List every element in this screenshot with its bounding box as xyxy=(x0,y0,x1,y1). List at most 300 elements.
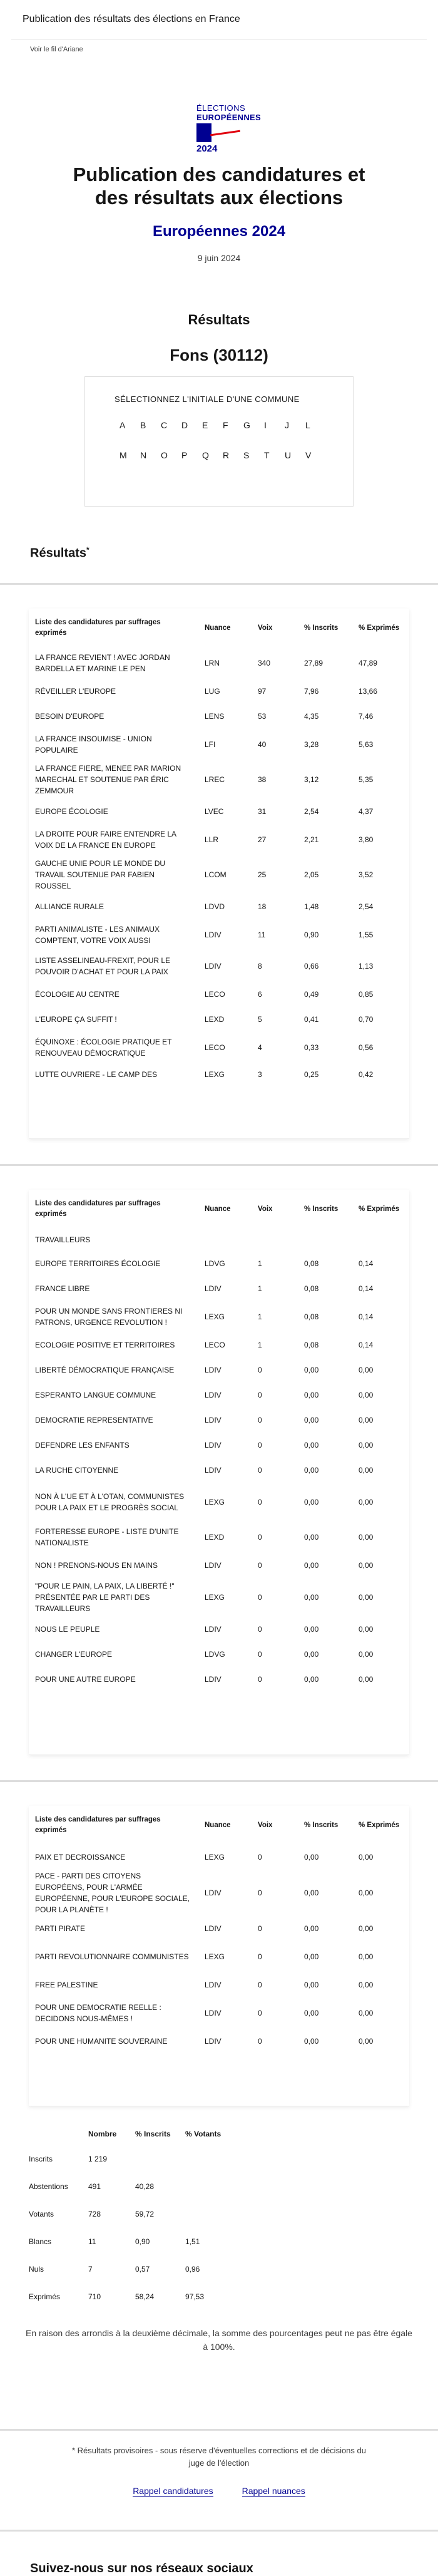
stats-row xyxy=(29,2145,235,2173)
social-heading: Suivez-nous sur nos réseaux sociaux xyxy=(30,2562,253,2575)
cell-nuance: LDIV xyxy=(205,1561,222,1570)
stats-cell xyxy=(185,2173,235,2200)
cell-exprimes: 3,80 xyxy=(359,835,374,844)
cell-inscrits: 4,35 xyxy=(304,712,319,721)
table-row xyxy=(29,894,409,919)
table-row xyxy=(29,1522,409,1553)
table-row xyxy=(29,1972,409,1997)
cell-inscrits: 0,49 xyxy=(304,990,319,999)
cell-inscrits: 0,90 xyxy=(304,930,319,939)
cell-inscrits: 0,00 xyxy=(304,1366,319,1374)
cell-nuance: LDIV xyxy=(205,962,222,971)
letter-link-b[interactable]: B xyxy=(140,420,146,430)
cell-exprimes: 2,54 xyxy=(359,902,374,911)
cell-name: NON ! PRENONS-NOUS EN MAINS xyxy=(35,1561,158,1570)
cell-exprimes: 47,89 xyxy=(359,659,378,667)
divider xyxy=(0,2530,438,2532)
stats-cell: Exprimés xyxy=(29,2292,61,2301)
table-row xyxy=(29,1063,409,1086)
cell-nuance: LDIV xyxy=(205,2009,222,2017)
stats-cell: Votants xyxy=(29,2210,54,2218)
table-row xyxy=(29,1358,409,1383)
table-row xyxy=(29,1229,409,1251)
results-section-title: Résultats* xyxy=(30,545,89,560)
cell-nuance: LRN xyxy=(205,659,220,667)
stats-cell: 491 xyxy=(88,2182,101,2191)
table-row xyxy=(29,1667,409,1692)
col-header-inscrits: % Inscrits xyxy=(304,1205,339,1213)
cell-voix: 3 xyxy=(258,1070,262,1079)
cell-exprimes: 0,00 xyxy=(359,1391,374,1399)
cell-exprimes: 0,00 xyxy=(359,1416,374,1425)
letter-link-e[interactable]: E xyxy=(202,420,208,430)
cell-exprimes: 0,00 xyxy=(359,1952,374,1961)
table-row xyxy=(29,1483,409,1522)
letter-link-c[interactable]: C xyxy=(161,420,168,430)
rappel-nuances-link[interactable]: Rappel nuances xyxy=(242,2486,305,2496)
letter-link-a[interactable]: A xyxy=(120,420,126,430)
cell-name: LA FRANCE INSOUMISE - UNION POPULAIRE xyxy=(35,734,152,755)
col-header-voix: Voix xyxy=(258,1205,273,1213)
table-row xyxy=(29,1870,409,1916)
cell-voix xyxy=(252,1229,298,1251)
footer-links xyxy=(0,2486,438,2497)
cell-nuance: LEXG xyxy=(205,1498,225,1507)
cell-name: POUR UNE HUMANITE SOUVERAINE xyxy=(35,2037,168,2046)
cell-nuance: LDIV xyxy=(205,1924,222,1933)
cell-inscrits: 3,28 xyxy=(304,740,319,749)
stats-row xyxy=(29,2283,235,2311)
cell-voix: 0 xyxy=(258,1625,262,1634)
cell-inscrits: 27,89 xyxy=(304,659,323,667)
cell-nuance: LLR xyxy=(205,835,219,844)
cell-exprimes: 0,00 xyxy=(359,1441,374,1450)
cell-voix: 0 xyxy=(258,1593,262,1602)
stats-cell: 0,57 xyxy=(135,2265,150,2274)
cell-inscrits: 0,00 xyxy=(304,2037,319,2046)
cell-nuance: LEXD xyxy=(205,1015,225,1024)
cell-inscrits: 2,05 xyxy=(304,870,319,879)
cell-nuance: LEXG xyxy=(205,1952,225,1961)
cell-inscrits: 3,12 xyxy=(304,775,319,784)
cell-nuance: LDIV xyxy=(205,1416,222,1425)
letter-link-d[interactable]: D xyxy=(181,420,188,430)
cell-voix: 0 xyxy=(258,1466,262,1475)
results-table-2 xyxy=(29,1190,409,1755)
cell-inscrits: 0,00 xyxy=(304,1533,319,1542)
letter-link-s[interactable]: S xyxy=(243,450,250,460)
col-header-inscrits: % Inscrits xyxy=(304,1821,339,1829)
cell-nuance: LEXG xyxy=(205,1312,225,1321)
cell-name: PARTI ANIMALISTE - LES ANIMAUX COMPTENT, VOTRE VOIX AUSSI xyxy=(35,925,160,945)
col-header-exprimes: % Exprimés xyxy=(359,1821,400,1829)
cell-nuance: LVEC xyxy=(205,807,224,816)
cell-nuance: LDIV xyxy=(205,1366,222,1374)
stats-cell: 97,53 xyxy=(185,2292,205,2301)
cell-nuance: LDIV xyxy=(205,1466,222,1475)
cell-name: PAIX ET DECROISSANCE xyxy=(35,1853,126,1862)
cell-inscrits: 0,08 xyxy=(304,1312,319,1321)
top-bar xyxy=(0,0,438,39)
divider xyxy=(0,1164,438,1166)
cell-voix: 97 xyxy=(258,687,267,696)
cell-inscrits: 0,00 xyxy=(304,1498,319,1507)
cell-voix: 0 xyxy=(258,1416,262,1425)
stats-cell: Inscrits xyxy=(29,2155,53,2163)
stats-cell: Blancs xyxy=(29,2237,52,2246)
cell-nuance: LDIV xyxy=(205,1391,222,1399)
election-name: Européennes 2024 xyxy=(152,223,286,240)
table-row xyxy=(29,1845,409,1870)
cell-exprimes: 0,00 xyxy=(359,1924,374,1933)
cell-exprimes: 0,00 xyxy=(359,1888,374,1897)
cell-name: "POUR LE PAIN, LA PAIX, LA LIBERTÉ !" PRÉSENTÉE PAR LE PARTI DES TRAVAILLEURS xyxy=(35,1582,175,1613)
cell-exprimes: 0,00 xyxy=(359,1533,374,1542)
cell-nuance: LDIV xyxy=(205,930,222,939)
results-table-3 xyxy=(29,1806,409,2106)
table-row xyxy=(29,982,409,1007)
cell-exprimes: 0,00 xyxy=(359,2009,374,2017)
letter-link-u[interactable]: U xyxy=(285,450,292,460)
cell-inscrits: 0,41 xyxy=(304,1015,319,1024)
table-row xyxy=(29,1332,409,1358)
table-row xyxy=(29,647,409,679)
letters-row-1 xyxy=(107,420,342,430)
participation-table xyxy=(29,2123,409,2311)
cell-name: PACE - PARTI DES CITOYENS EUROPÉENS, POUR L'ARMÉE EUROPÉENNE, POUR L'EUROPE SOCIALE, POUR LA PLANÈTE ! xyxy=(35,1872,190,1914)
cell-name: POUR UN MONDE SANS FRONTIERES NI PATRONS, URGENCE REVOLUTION ! xyxy=(35,1307,183,1327)
table-row xyxy=(29,1007,409,1032)
cell-name: DEFENDRE LES ENFANTS xyxy=(35,1441,130,1450)
stats-cell: 11 xyxy=(88,2237,96,2246)
results-table-1 xyxy=(29,609,409,1139)
site-title[interactable]: Publication des résultats des élections en France xyxy=(23,14,240,24)
table-row xyxy=(29,1301,409,1332)
cell-inscrits: 0,25 xyxy=(304,1070,319,1079)
cell-voix: 0 xyxy=(258,2009,262,2017)
cell-inscrits: 0,33 xyxy=(304,1043,319,1052)
cell-exprimes: 0,00 xyxy=(359,1466,374,1475)
cell-exprimes: 3,52 xyxy=(359,870,374,879)
cell-voix: 0 xyxy=(258,1650,262,1659)
letter-selector xyxy=(84,376,354,507)
stats-cell: 0,96 xyxy=(185,2265,200,2274)
table-row xyxy=(29,951,409,982)
cell-name: ECOLOGIE POSITIVE ET TERRITOIRES xyxy=(35,1341,175,1349)
table-row xyxy=(29,1383,409,1408)
col-header-list: Liste des candidatures par suffrages exprimés xyxy=(35,1816,161,1834)
cell-exprimes: 0,85 xyxy=(359,990,374,999)
table-row xyxy=(29,1997,409,2029)
stats-cell: Nuls xyxy=(29,2265,44,2274)
cell-nuance: LECO xyxy=(205,1341,225,1349)
stats-col-header xyxy=(29,2123,88,2145)
cell-inscrits: 0,00 xyxy=(304,1593,319,1602)
cell-name: BESOIN D'EUROPE xyxy=(35,712,104,721)
cell-name: ÉQUINOXE : ÉCOLOGIE PRATIQUE ET RENOUVEAU DÉMOCRATIQUE xyxy=(35,1038,172,1058)
cell-nuance: LEXG xyxy=(205,1853,225,1862)
cell-voix: 340 xyxy=(258,659,271,667)
cell-exprimes: 7,46 xyxy=(359,712,374,721)
cell-voix: 0 xyxy=(258,1675,262,1684)
commune-name: Fons (30112) xyxy=(170,346,268,364)
cell-voix: 0 xyxy=(258,1533,262,1542)
cell-exprimes: 1,55 xyxy=(359,930,374,939)
cell-nuance: LDIV xyxy=(205,1981,222,1989)
cell-voix: 0 xyxy=(258,1853,262,1862)
cell-voix: 31 xyxy=(258,807,267,816)
cell-nuance: LECO xyxy=(205,1043,225,1052)
cell-exprimes: 5,35 xyxy=(359,775,374,784)
cell-nuance: LCOM xyxy=(205,870,227,879)
cell-nuance: LDVG xyxy=(205,1259,225,1268)
rappel-candidatures-link[interactable]: Rappel candidatures xyxy=(133,2486,213,2496)
cell-name: EUROPE ÉCOLOGIE xyxy=(35,807,108,816)
cell-name: LA DROITE POUR FAIRE ENTENDRE LA VOIX DE LA FRANCE EN EUROPE xyxy=(35,830,176,850)
cell-nuance: LDIV xyxy=(205,1284,222,1293)
cell-inscrits: 2,21 xyxy=(304,835,319,844)
table-row xyxy=(29,1276,409,1301)
cell-inscrits: 0,00 xyxy=(304,1650,319,1659)
stats-cell: 7 xyxy=(88,2265,93,2274)
cell-nuance: LENS xyxy=(205,712,225,721)
letters-row-2 xyxy=(107,450,342,460)
table-row xyxy=(29,1642,409,1667)
letter-link-o[interactable]: O xyxy=(161,450,168,460)
cell-voix: 1 xyxy=(258,1259,262,1268)
cell-inscrits: 0,00 xyxy=(304,1391,319,1399)
cell-name: RÉVEILLER L'EUROPE xyxy=(35,687,116,696)
cell-nuance xyxy=(198,1229,252,1251)
cell-name: NON À L'UE ET À L'OTAN, COMMUNISTES POUR LA PAIX ET LE PROGRÈS SOCIAL xyxy=(35,1492,185,1512)
cell-inscrits: 0,00 xyxy=(304,1625,319,1634)
cell-name: CHANGER L'EUROPE xyxy=(35,1650,112,1659)
cell-exprimes: 13,66 xyxy=(359,687,378,696)
stats-col-header: Nombre xyxy=(88,2130,117,2138)
cell-exprimes: 0,14 xyxy=(359,1259,374,1268)
cell-name: LUTTE OUVRIERE - LE CAMP DES xyxy=(35,1070,158,1079)
stats-cell: 58,24 xyxy=(135,2292,155,2301)
provisional-footnote: * Résultats provisoires - sous réserve d'éventuelles corrections et de décisions du juge de l'élection xyxy=(72,2446,366,2468)
cell-name: POUR UNE AUTRE EUROPE xyxy=(35,1675,136,1684)
cell-voix: 0 xyxy=(258,1441,262,1450)
cell-inscrits xyxy=(298,1229,352,1251)
stats-row xyxy=(29,2200,235,2228)
cell-exprimes: 0,00 xyxy=(359,1853,374,1862)
cell-exprimes: 0,00 xyxy=(359,1675,374,1684)
cell-name: ESPERANTO LANGUE COMMUNE xyxy=(35,1391,156,1399)
cell-name: EUROPE TERRITOIRES ÉCOLOGIE xyxy=(35,1259,161,1268)
stats-col-header: % Inscrits xyxy=(135,2130,171,2138)
cell-nuance: LFI xyxy=(205,740,216,749)
stats-cell xyxy=(185,2200,235,2228)
cell-name: L'EUROPE ÇA SUFFIT ! xyxy=(35,1015,117,1024)
table-row xyxy=(29,919,409,951)
table-row xyxy=(29,799,409,824)
col-header-nuance: Nuance xyxy=(205,624,231,632)
letter-link-p[interactable]: P xyxy=(181,450,188,460)
cell-voix: 27 xyxy=(258,835,267,844)
divider xyxy=(0,2429,438,2431)
stats-cell: 59,72 xyxy=(135,2210,155,2218)
table-row xyxy=(29,1433,409,1458)
cell-voix: 1 xyxy=(258,1284,262,1293)
cell-nuance: LDIV xyxy=(205,1888,222,1897)
cell-inscrits: 0,00 xyxy=(304,1466,319,1475)
cell-exprimes: 0,14 xyxy=(359,1341,374,1349)
table-row xyxy=(29,1941,409,1972)
logo-year: 2024 xyxy=(196,143,218,154)
table-row xyxy=(29,1032,409,1063)
cell-nuance: LDVG xyxy=(205,1650,225,1659)
cell-voix: 38 xyxy=(258,775,267,784)
letter-link-r[interactable]: R xyxy=(223,450,230,460)
cell-voix: 53 xyxy=(258,712,267,721)
cell-inscrits: 2,54 xyxy=(304,807,319,816)
stats-cell xyxy=(135,2145,185,2173)
letter-link-f[interactable]: F xyxy=(223,420,228,430)
letter-link-m[interactable]: M xyxy=(120,450,127,460)
col-header-voix: Voix xyxy=(258,624,273,632)
cell-voix: 0 xyxy=(258,1561,262,1570)
divider xyxy=(0,1780,438,1782)
cell-voix: 25 xyxy=(258,870,267,879)
cell-inscrits: 0,00 xyxy=(304,1675,319,1684)
breadcrumb[interactable]: Voir le fil d'Ariane xyxy=(30,46,83,53)
cell-exprimes: 0,70 xyxy=(359,1015,374,1024)
cell-voix: 0 xyxy=(258,1952,262,1961)
table-row xyxy=(29,679,409,704)
cell-inscrits: 0,00 xyxy=(304,1853,319,1862)
cell-exprimes: 1,13 xyxy=(359,962,374,971)
table-row xyxy=(29,760,409,799)
cell-nuance: LDIV xyxy=(205,2037,222,2046)
cell-inscrits: 0,08 xyxy=(304,1284,319,1293)
page-title: Publication des candidatures et des résultats aux élections xyxy=(73,163,365,209)
cell-inscrits: 0,08 xyxy=(304,1341,319,1349)
cell-nuance: LEXG xyxy=(205,1593,225,1602)
cell-exprimes: 0,42 xyxy=(359,1070,374,1079)
results-heading: Résultats xyxy=(188,312,250,327)
cell-inscrits: 0,00 xyxy=(304,1561,319,1570)
cell-name: FORTERESSE EUROPE - LISTE D'UNITE NATIONALISTE xyxy=(35,1527,179,1547)
letter-link-n[interactable]: N xyxy=(140,450,147,460)
stats-cell: 710 xyxy=(88,2292,101,2301)
cell-exprimes: 0,14 xyxy=(359,1284,374,1293)
cell-name: LA FRANCE REVIENT ! AVEC JORDAN BARDELLA ET MARINE LE PEN xyxy=(35,653,170,673)
cell-exprimes: 0,00 xyxy=(359,1561,374,1570)
cell-name: ALLIANCE RURALE xyxy=(35,902,104,911)
cell-voix: 18 xyxy=(258,902,267,911)
cell-exprimes xyxy=(352,1229,409,1251)
cell-inscrits: 0,00 xyxy=(304,1952,319,1961)
rounding-note: En raison des arrondis à la deuxième décimale, la somme des pourcentages peut ne pas être égale à 100%. xyxy=(26,2328,412,2352)
letter-selector-label: SÉLECTIONNEZ L'INITIALE D'UNE COMMUNE xyxy=(115,394,300,404)
letter-link-g[interactable]: G xyxy=(243,420,250,430)
cell-nuance: LUG xyxy=(205,687,220,696)
table-row xyxy=(29,1251,409,1276)
cell-name: LISTE ASSELINEAU-FREXIT, POUR LE POUVOIR D'ACHAT ET POUR LA PAIX xyxy=(35,956,171,976)
stats-cell: 728 xyxy=(88,2210,101,2218)
cell-name: FREE PALESTINE xyxy=(35,1981,98,1989)
stats-cell: 1 219 xyxy=(88,2155,108,2163)
cell-name: LA FRANCE FIERE, MENEE PAR MARION MARECHAL ET SOUTENUE PAR ÉRIC ZEMMOUR xyxy=(35,764,181,795)
cell-inscrits: 0,00 xyxy=(304,1416,319,1425)
cell-voix: 0 xyxy=(258,2037,262,2046)
cell-name: NOUS LE PEUPLE xyxy=(35,1625,100,1634)
cell-exprimes: 0,00 xyxy=(359,1650,374,1659)
cell-name: POUR UNE DEMOCRATIE REELLE : DECIDONS NOUS-MÊMES ! xyxy=(35,2003,161,2023)
cell-name: PARTI PIRATE xyxy=(35,1924,86,1933)
stats-row xyxy=(29,2173,235,2200)
cell-voix: 1 xyxy=(258,1312,262,1321)
table-row xyxy=(29,855,409,894)
col-header-nuance: Nuance xyxy=(205,1821,231,1829)
table-row xyxy=(29,1916,409,1941)
stats-cell: Abstentions xyxy=(29,2182,68,2191)
election-logo xyxy=(0,103,438,157)
cell-voix: 6 xyxy=(258,990,262,999)
cell-nuance: LEXD xyxy=(205,1533,225,1542)
stats-cell: 0,90 xyxy=(135,2237,150,2246)
col-header-exprimes: % Exprimés xyxy=(359,1205,400,1213)
logo-line-1: ÉLECTIONS xyxy=(196,103,246,113)
cell-inscrits: 0,00 xyxy=(304,1981,319,1989)
cell-voix: 11 xyxy=(258,930,266,939)
cell-exprimes: 0,00 xyxy=(359,2037,374,2046)
table-row xyxy=(29,729,409,760)
table-row xyxy=(29,1553,409,1578)
cell-voix: 5 xyxy=(258,1015,262,1024)
cell-nuance: LDVD xyxy=(205,902,225,911)
letter-link-t[interactable]: T xyxy=(264,450,270,460)
cell-inscrits: 0,00 xyxy=(304,1924,319,1933)
cell-voix: 8 xyxy=(258,962,262,971)
cell-inscrits: 0,66 xyxy=(304,962,319,971)
cell-inscrits: 0,08 xyxy=(304,1259,319,1268)
cell-inscrits: 0,00 xyxy=(304,2009,319,2017)
letter-link-j[interactable]: J xyxy=(285,420,289,430)
letter-link-v[interactable]: V xyxy=(305,450,312,460)
col-header-exprimes: % Exprimés xyxy=(359,624,400,632)
cell-exprimes: 0,00 xyxy=(359,1593,374,1602)
letter-link-l[interactable]: L xyxy=(305,420,310,430)
letter-link-q[interactable]: Q xyxy=(202,450,209,460)
cell-name: GAUCHE UNIE POUR LE MONDE DU TRAVAIL SOUTENUE PAR FABIEN ROUSSEL xyxy=(35,859,166,890)
cell-voix: 40 xyxy=(258,740,267,749)
cell-nuance: LREC xyxy=(205,775,225,784)
cell-exprimes: 0,00 xyxy=(359,1625,374,1634)
col-header-list: Liste des candidatures par suffrages exprimés xyxy=(35,1200,161,1218)
logo-line-2: EUROPÉENNES xyxy=(196,113,261,122)
col-header-inscrits: % Inscrits xyxy=(304,624,339,632)
letter-link-i[interactable]: I xyxy=(264,420,267,430)
stats-row xyxy=(29,2255,235,2283)
stats-cell: 40,28 xyxy=(135,2182,155,2191)
cell-exprimes: 0,00 xyxy=(359,1366,374,1374)
cell-voix: 0 xyxy=(258,1391,262,1399)
table-row xyxy=(29,824,409,855)
cell-nuance: LECO xyxy=(205,990,225,999)
logo-flag-icon xyxy=(196,123,242,142)
cell-nuance: LDIV xyxy=(205,1441,222,1450)
stats-cell: 1,51 xyxy=(185,2237,200,2246)
col-header-voix: Voix xyxy=(258,1821,273,1829)
cell-inscrits: 7,96 xyxy=(304,687,319,696)
divider xyxy=(0,583,438,585)
table-row xyxy=(29,1617,409,1642)
cell-voix: 0 xyxy=(258,1498,262,1507)
